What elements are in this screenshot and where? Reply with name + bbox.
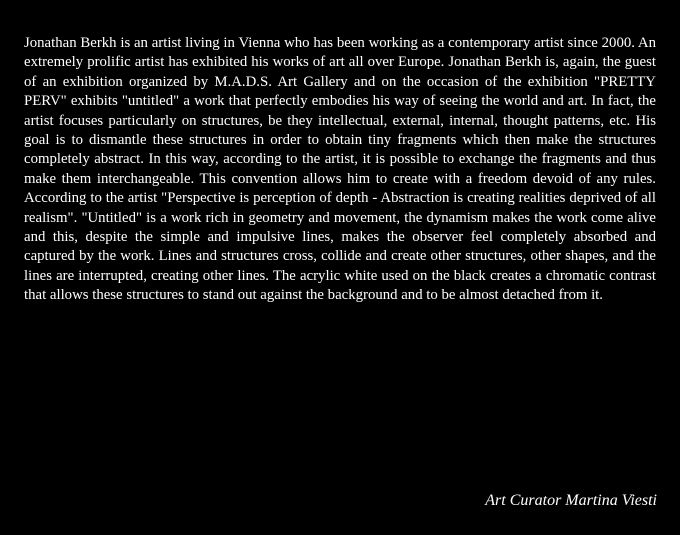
article-body: Jonathan Berkh is an artist living in Vienna who has been working as a contemporary artist since 2000. An extremely prolific artist has exhibited his works of art all over Europe. Jonathan Berkh is, again, the guest of an exhibition organized by M.A.D.S. Art Gallery and on the occasion of the exhibition "PRETTY PERV" exhibits "untitled" a work that perfectly embodies his way of seeing the world and art. In fact, the artist focuses particularly on structures, be they intellectual, external, internal, thought patterns, etc. His goal is to dismantle these structures in order to obtain tiny fragments which then make the structures completely abstract. In this way, according to the artist, it is possible to exchange the fragments and thus make them interchangeable. This convention allows him to create with a freedom devoid of any rules. According to the artist "Perspective is perception of depth - Abstraction is creating realities deprived of all realism". "Untitled" is a work rich in geometry and movement, the dynamism makes the work come alive and this, despite the simple and impulsive lines, makes the observer feel completely absorbed and captured by the work. Lines and structures cross, collide and create other structures, other shapes, and the lines are interrupted, creating other lines. The acrylic white used on the black creates a chromatic contrast that allows these structures to stand out against the background and to be almost detached from it. bbox=[24, 35, 656, 304]
curator-signature: Art Curator Martina Viesti bbox=[485, 492, 657, 509]
